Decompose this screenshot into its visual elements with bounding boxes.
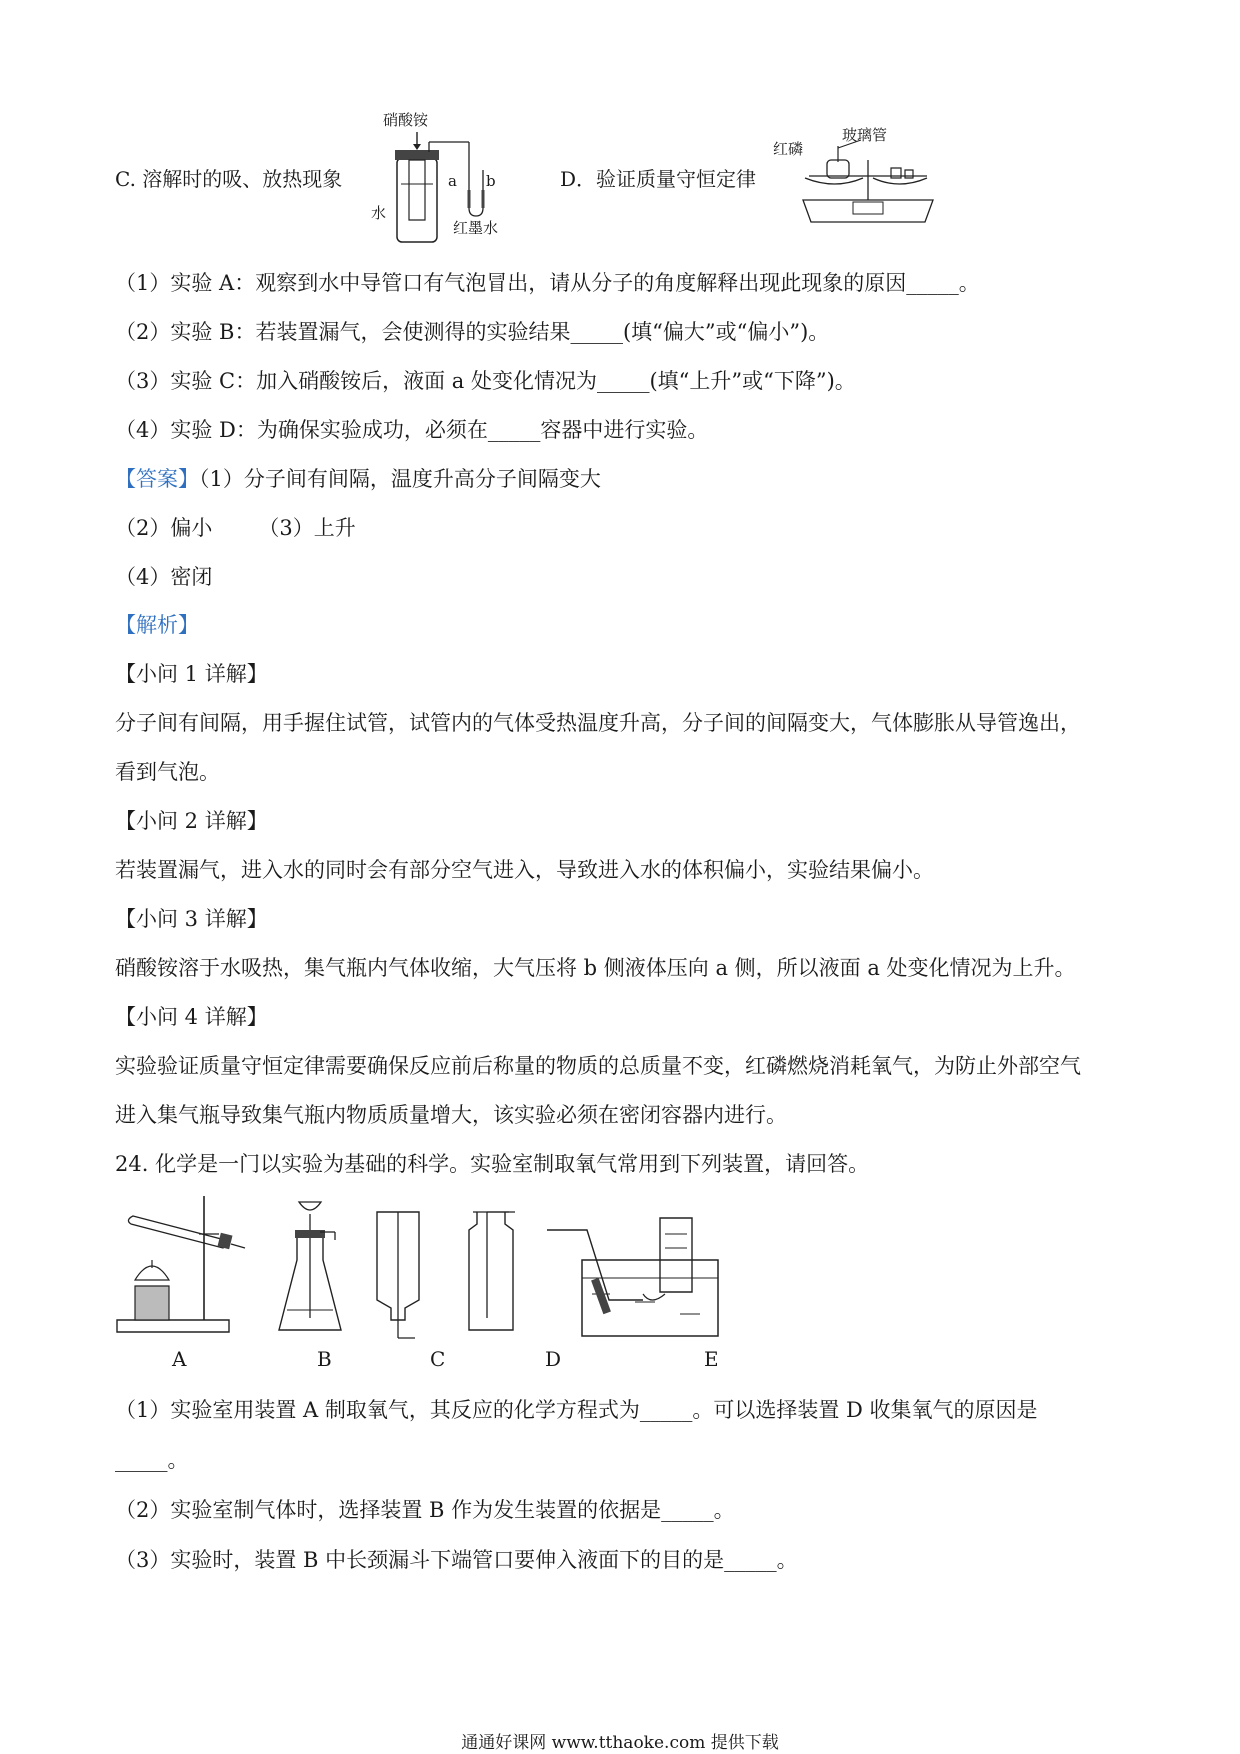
apparatus-label-a: A [172,1347,187,1371]
analysis-paragraph-1b: 看到气泡。 [115,760,220,784]
question-23-part-3: （3）实验 C：加入硝酸铵后，液面 a 处变化情况为_____(填“上升”或“下降”)。 [115,369,856,393]
analysis-paragraph-1a: 分子间有间隔，用手握住试管，试管内的气体受热温度升高，分子间的间隔变大，气体膨胀从导管逸出， [115,711,1081,735]
q24-apparatus-figure [115,1190,775,1340]
figure-d-label-phosphorus: 红磷 [773,140,804,158]
figure-d-label-tube: 玻璃管 [842,126,888,144]
question-24-part-3: （3）实验时，装置 B 中长颈漏斗下端管口要伸入液面下的目的是_____。 [115,1548,798,1572]
answer-line-2 [115,514,356,542]
figure-c-label-water: 水 [371,204,387,222]
figure-c-label-top: 硝酸铵 [383,111,429,129]
figure-c-label-a: a [448,172,457,190]
question-24-part-2: （2）实验室制气体时，选择装置 B 作为发生装置的依据是_____。 [115,1498,735,1522]
apparatus-e-drawing [547,1218,718,1336]
analysis-heading-4: 【小问 4 详解】 [115,1005,268,1029]
answer-tag: 【答案】 [115,467,199,491]
answer-4: （4）密闭 [115,565,213,589]
answer-3: （3）上升 [258,516,356,540]
apparatus-label-b: B [317,1347,332,1371]
question-23-part-4: （4）实验 D：为确保实验成功，必须在_____容器中进行实验。 [115,418,709,442]
analysis-paragraph-2: 若装置漏气，进入水的同时会有部分空气进入，导致进入水的体积偏小，实验结果偏小。 [115,858,934,882]
answer-1: （1）分子间有间隔，温度升高分子间隔变大 [199,467,601,491]
apparatus-a-drawing [117,1196,245,1332]
analysis-heading-1: 【小问 1 详解】 [115,662,268,686]
apparatus-label-c: C [430,1347,446,1371]
figure-c-apparatus [385,128,505,246]
analysis-heading-2: 【小问 2 详解】 [115,809,268,833]
apparatus-d-drawing [469,1212,515,1330]
figure-c-label-b: b [486,172,496,190]
question-24-part-1a: （1）实验室用装置 A 制取氧气，其反应的化学方程式为_____。可以选择装置 D 收集氧气的原因是 [115,1398,1038,1422]
question-24-part-1b: _____。 [115,1448,189,1472]
apparatus-label-d: D [545,1347,562,1371]
apparatus-c-drawing [377,1212,419,1338]
figure-c-label-ink: 红墨水 [453,219,499,237]
analysis-paragraph-4a: 实验验证质量守恒定律需要确保反应前后称量的物质的总质量不变，红磷燃烧消耗氧气，为防止外部空气 [115,1054,1081,1078]
question-24-stem: 24. 化学是一门以实验为基础的科学。实验室制取氧气常用到下列装置，请回答。 [115,1152,870,1176]
analysis-paragraph-3: 硝酸铵溶于水吸热，集气瓶内气体收缩，大气压将 b 侧液体压向 a 侧，所以液面 a 处变化情况为上升。 [115,956,1076,980]
answer-2: （2）偏小 [115,516,213,540]
analysis-heading-3: 【小问 3 详解】 [115,907,268,931]
analysis-tag: 【解析】 [115,613,199,637]
apparatus-label-e: E [704,1347,719,1371]
figure-c-caption: C. 溶解时的吸、放热现象 [115,167,343,191]
apparatus-b-drawing [279,1202,341,1330]
analysis-paragraph-4b: 进入集气瓶导致集气瓶内物质质量增大，该实验必须在密闭容器内进行。 [115,1103,787,1127]
question-23-part-1: （1）实验 A：观察到水中导管口有气泡冒出，请从分子的角度解释出现此现象的原因_____。 [115,271,980,295]
figure-d-balance [795,140,940,228]
page-footer: 通通好课网 www.tthaoke.com 提供下载 [461,1733,779,1753]
figure-d-caption: D．验证质量守恒定律 [560,167,757,191]
question-23-part-2: （2）实验 B：若装置漏气，会使测得的实验结果_____(填“偏大”或“偏小”)。 [115,320,830,344]
answer-line-1 [115,465,601,493]
